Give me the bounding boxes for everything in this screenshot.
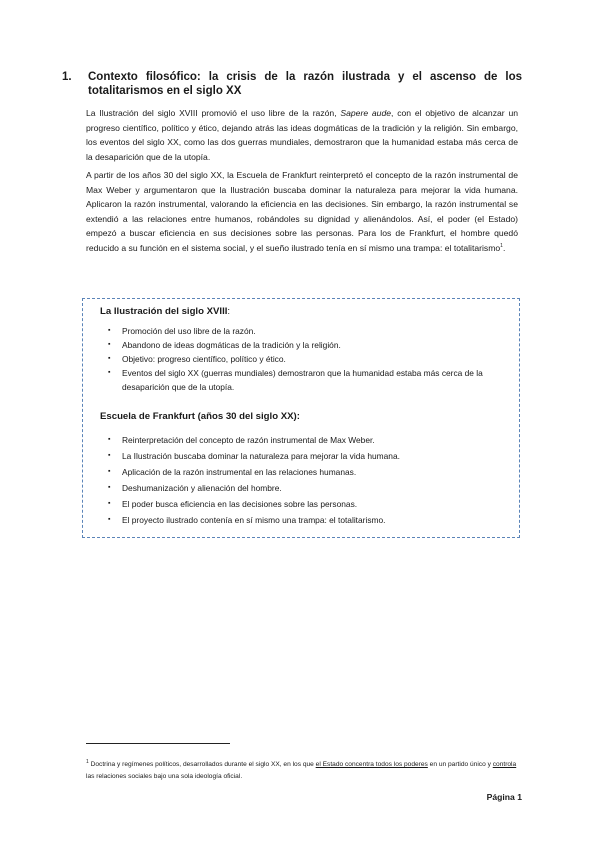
paragraph-illustration [86, 106, 518, 164]
section-title: Contexto filosófico: la crisis de la razón ilustrada y el ascenso de los totalitarismos en el siglo XX [88, 71, 522, 97]
bullet-icon: ▪ [108, 452, 111, 459]
footnote [86, 756, 518, 783]
footnote-text-3: las relaciones sociales bajo una sola ideología oficial. [86, 773, 243, 781]
summary-list-item-text: Aplicación de la razón instrumental en las relaciones humanas. [122, 467, 357, 477]
summary-list-item [106, 480, 506, 496]
footnote-underline-1: el Estado concentra todos los poderes [315, 761, 428, 769]
summary-title-illustration-text: La Ilustración del siglo XVIII [100, 306, 228, 317]
summary-title-frankfurt: Escuela de Frankfurt (años 30 del siglo XX): [100, 411, 300, 422]
bullet-icon: ▪ [108, 369, 111, 376]
summary-list-item [106, 338, 506, 352]
summary-list-item [106, 324, 506, 338]
summary-list-item-text: Eventos del siglo XX (guerras mundiales) demostraron que la humanidad estaba más cerca de la desaparición que de la utopía. [122, 368, 483, 392]
summary-list-item-text: El proyecto ilustrado contenía en sí mismo una trampa: el totalitarismo. [122, 515, 386, 525]
summary-list-item-text: El poder busca eficiencia en las decisiones sobre las personas. [122, 499, 358, 509]
sapere-aude-italic: Sapere aude [340, 108, 392, 118]
footnote-underline-2: controla [492, 761, 517, 769]
summary-list-item-text: Promoción del uso libre de la razón. [122, 326, 256, 336]
paragraph-frankfurt [86, 168, 518, 256]
summary-list-item-text: Deshumanización y alienación del hombre. [122, 483, 282, 493]
bullet-icon: ▪ [108, 341, 111, 348]
section-heading [62, 70, 522, 98]
paragraph-1-text-b: , con el objetivo de alcanzar un progreso científico, político y ético, dejando atrás las ideas dogmáticas de la tradición y la religión. Sin embargo, los eventos del siglo XX, como las dos guerras mundiales, demostraron que la humanidad estaba más cerca de la desaparición que de la utopía. [86, 108, 518, 162]
paragraph-1-text-a: La Ilustración del siglo XVIII promovió el uso libre de la razón, [86, 108, 341, 118]
summary-list-item [106, 496, 506, 512]
bullet-icon: ▪ [108, 327, 111, 334]
summary-list-item-text: Abandono de ideas dogmáticas de la tradición y la religión. [122, 340, 341, 350]
footnote-text-1: Doctrina y regímenes políticos, desarrollados durante el siglo XX, en los que [90, 761, 316, 769]
paragraph-2-end: . [502, 242, 506, 253]
summary-list-item-text: Objetivo: progreso científico, político y ético. [122, 354, 286, 364]
summary-list-item [106, 464, 506, 480]
bullet-icon: ▪ [108, 516, 111, 523]
bullet-icon: ▪ [108, 355, 111, 362]
summary-list-item [106, 512, 506, 528]
summary-list-frankfurt [106, 432, 506, 528]
footnote-text-2: en un partido único y [427, 761, 493, 769]
section-number: 1. [62, 71, 72, 83]
footnote-separator [86, 743, 230, 744]
bullet-icon: ▪ [108, 468, 111, 475]
summary-list-illustration [106, 324, 506, 394]
summary-title-illustration-colon: : [227, 306, 231, 317]
bullet-icon: ▪ [108, 484, 111, 491]
paragraph-2-text: A partir de los años 30 del siglo XX, la Escuela de Frankfurt reinterpretó el concepto de la razón instrumental de Max Weber y argumentaron que la Ilustración buscaba dominar la naturaleza para mejorar la vida humana. Aplicaron la razón instrumental, valorando la eficiencia en las decisiones. Sin embargo, la razón instrumental se extendió a las relaciones entre humanos, robándoles su dignidad y alienándolos. Así, el poder (el Estado) empezó a buscar eficiencia en sus decisiones sobre las personas. Para los de Frankfurt, el hombre quedó reducido a su función en el sistema social, y el sueño ilustrado tenía en sí mismo una trampa: el totalitarismo [86, 170, 518, 253]
footnote-reference[interactable]: 1 [500, 243, 503, 250]
summary-title-illustration [100, 306, 230, 318]
summary-list-item-text: La Ilustración buscaba dominar la naturaleza para mejorar la vida humana. [122, 451, 400, 461]
summary-list-item [106, 448, 506, 464]
summary-list-item [106, 432, 506, 448]
bullet-icon: ▪ [108, 500, 111, 507]
summary-list-item [106, 366, 506, 394]
footnote-marker: 1 [86, 759, 89, 765]
page-number: Página 1 [486, 792, 522, 802]
bullet-icon: ▪ [108, 436, 111, 443]
summary-list-item-text: Reinterpretación del concepto de razón instrumental de Max Weber. [122, 435, 375, 445]
summary-list-item [106, 352, 506, 366]
